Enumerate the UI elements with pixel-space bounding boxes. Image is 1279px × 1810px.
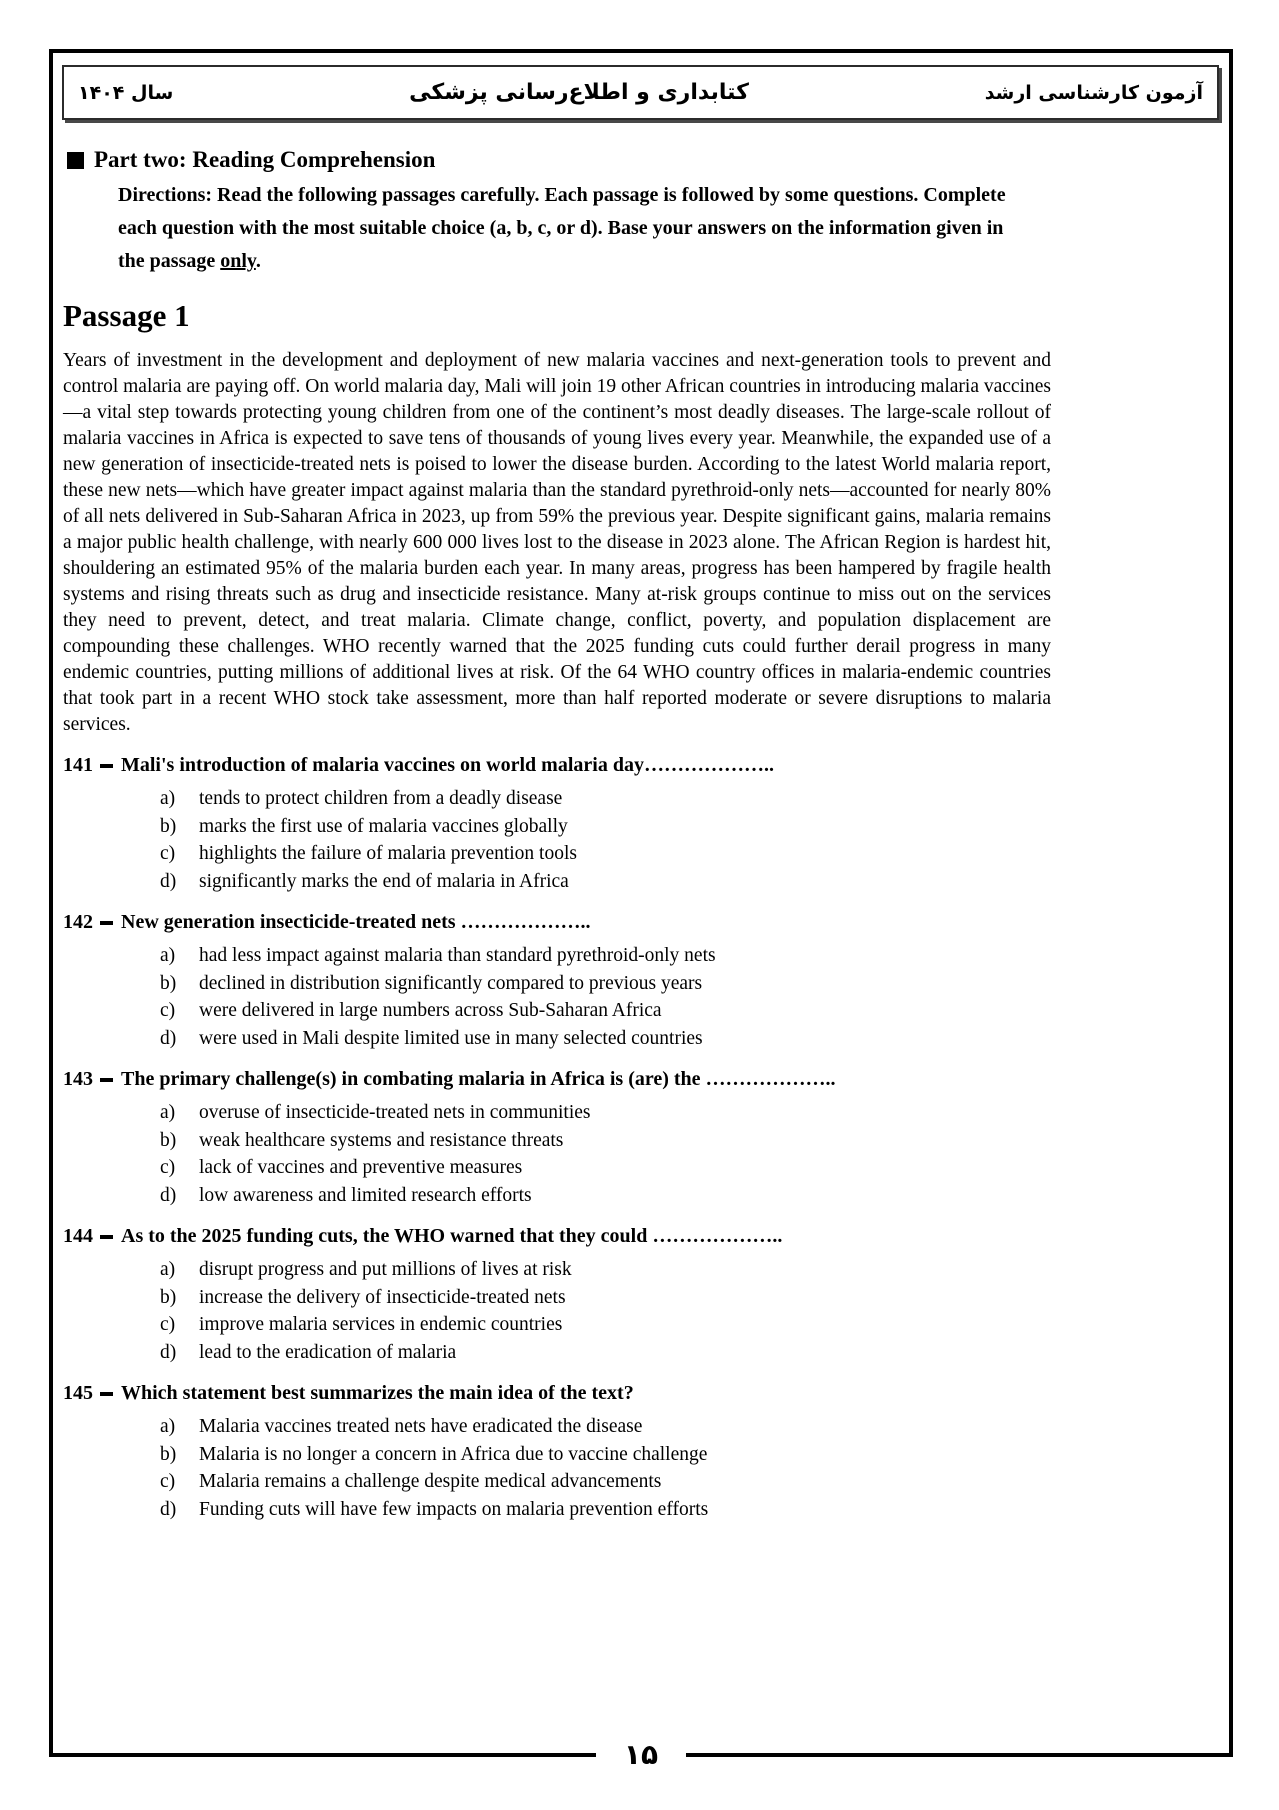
question-number: 144	[63, 1225, 93, 1247]
option-text: lack of vaccines and preventive measures	[199, 1157, 523, 1178]
question-143-option-a	[63, 1099, 1063, 1127]
question-145	[63, 1378, 1063, 1523]
question-144-option-c	[63, 1311, 1063, 1339]
question-141-option-b	[63, 813, 1063, 841]
option-letter: b)	[160, 815, 177, 837]
option-text: Malaria is no longer a concern in Africa due to vaccine challenge	[199, 1443, 708, 1465]
option-text: had less impact against malaria than standard pyrethroid-only nets	[199, 945, 716, 966]
header-subject-title: کتابداری و اطلاع‌رسانی پزشکی	[409, 80, 749, 105]
question-number-separator-icon	[100, 921, 113, 925]
question-142-option-a	[63, 942, 1063, 970]
option-letter: a)	[160, 1259, 176, 1280]
question-number: 141	[63, 754, 93, 776]
question-stem	[63, 1064, 1063, 1094]
question-144-option-d	[63, 1339, 1063, 1367]
option-letter: d)	[160, 1341, 177, 1363]
option-letter: b)	[160, 1443, 177, 1465]
question-141	[63, 750, 1063, 895]
question-143-option-c	[63, 1154, 1063, 1182]
option-text: declined in distribution significantly compared to previous years	[199, 972, 703, 994]
option-text: low awareness and limited research efforts	[199, 1184, 532, 1206]
option-letter: d)	[160, 1027, 177, 1049]
option-text: significantly marks the end of malaria in Africa	[199, 870, 569, 892]
question-number: 145	[63, 1382, 93, 1404]
section-title: Part two: Reading Comprehension	[94, 147, 436, 172]
option-text: overuse of insecticide-treated nets in communities	[199, 1102, 591, 1123]
option-text: were used in Mali despite limited use in many selected countries	[199, 1027, 703, 1049]
option-text: weak healthcare systems and resistance threats	[199, 1129, 564, 1151]
option-letter: d)	[160, 870, 177, 892]
question-142	[63, 907, 1063, 1052]
option-letter: c)	[160, 843, 176, 864]
question-142-option-b	[63, 970, 1063, 998]
passage-title: Passage 1	[63, 298, 190, 333]
page-content	[63, 133, 1219, 1523]
footer-rule-right	[686, 1753, 1233, 1757]
option-letter: b)	[160, 972, 177, 994]
question-stem	[63, 907, 1063, 937]
option-text: tends to protect children from a deadly disease	[199, 788, 563, 809]
page-number: ۱۵	[623, 1738, 659, 1771]
question-number-separator-icon	[100, 764, 113, 768]
question-stem	[63, 1378, 1063, 1408]
option-letter: a)	[160, 945, 176, 966]
question-text: New generation insecticide-treated nets ………………..	[121, 911, 591, 933]
question-145-option-a	[63, 1413, 1063, 1441]
question-144-option-b	[63, 1284, 1063, 1312]
page-border-box	[49, 49, 1233, 1771]
question-143-option-b	[63, 1127, 1063, 1155]
option-text: Funding cuts will have few impacts on malaria prevention efforts	[199, 1498, 709, 1520]
question-stem	[63, 750, 1063, 780]
option-text: increase the delivery of insecticide-treated nets	[199, 1286, 566, 1308]
option-text: were delivered in large numbers across Sub-Saharan Africa	[199, 1000, 662, 1021]
question-text: Which statement best summarizes the main idea of the text?	[121, 1382, 634, 1404]
option-letter: a)	[160, 788, 176, 809]
directions-underlined-word: only	[220, 250, 256, 272]
option-letter: c)	[160, 1471, 176, 1492]
directions-before-underline: Directions: Read the following passages carefully. Each passage is followed by some questions. Complete each question with the most suitable choice (a, b, c, or d). Base your answers on the information given in the passage	[118, 184, 1006, 272]
question-stem	[63, 1221, 1063, 1251]
question-text: The primary challenge(s) in combating malaria in Africa is (are) the ………………..	[121, 1068, 836, 1090]
option-letter: b)	[160, 1286, 177, 1308]
question-143-option-d	[63, 1182, 1063, 1210]
question-number-separator-icon	[100, 1392, 113, 1396]
question-text: Mali's introduction of malaria vaccines on world malaria day………………..	[121, 754, 774, 776]
question-142-option-c	[63, 997, 1063, 1025]
question-text: As to the 2025 funding cuts, the WHO warned that they could ………………..	[121, 1225, 783, 1247]
question-145-option-b	[63, 1441, 1063, 1469]
option-text: lead to the eradication of malaria	[199, 1341, 457, 1363]
questions-list	[63, 750, 1063, 1523]
question-number: 143	[63, 1068, 93, 1090]
option-letter: d)	[160, 1184, 177, 1206]
question-141-option-a	[63, 785, 1063, 813]
question-141-option-c	[63, 840, 1063, 868]
option-text: Malaria vaccines treated nets have eradicated the disease	[199, 1416, 643, 1437]
question-141-option-d	[63, 868, 1063, 896]
question-number: 142	[63, 911, 93, 933]
section-heading	[67, 147, 1219, 173]
directions-after-underline: .	[255, 250, 261, 272]
option-text: highlights the failure of malaria prevention tools	[199, 843, 577, 864]
header-year-label: سال ۱۴۰۴	[78, 81, 174, 104]
passage-body: Years of investment in the development and deployment of new malaria vaccines and next-generation tools to prevent and control malaria are paying off. On world malaria day, Mali will join 19 other African countries in introducing malaria vaccines—a vital step towards protecting young children from one of the continent’s most deadly diseases. The large-scale rollout of malaria vaccines in Africa is expected to save tens of thousands of young lives every year. Meanwhile, the expanded use of a new generation of insecticide-treated nets is poised to lower the disease burden. According to the latest World malaria report, these new nets—which have greater impact against malaria than the standard pyrethroid-only nets—accounted for nearly 80% of all nets delivered in Sub-Saharan Africa in 2023, up from 59% the previous year. Despite significant gains, malaria remains a major public health challenge, with nearly 600 000 lives lost to the disease in 2023 alone. The African Region is hardest hit, shouldering an estimated 95% of the malaria burden each year. In many areas, progress has been hampered by fragile health systems and rising threats such as drug and insecticide resistance. Many at-risk groups continue to miss out on the services they need to prevent, detect, and treat malaria. Climate change, conflict, poverty, and population displacement are compounding these challenges. WHO recently warned that the 2025 funding cuts could further derail progress in many endemic countries, putting millions of additional lives at risk. Of the 64 WHO country offices in malaria-endemic countries that took part in a recent WHO stock take assessment, more than half reported moderate or severe disruptions to malaria services.	[63, 350, 1051, 735]
exam-header-bar	[62, 65, 1219, 120]
question-144-option-a	[63, 1256, 1063, 1284]
option-letter: c)	[160, 1157, 176, 1178]
option-text: disrupt progress and put millions of lives at risk	[199, 1259, 572, 1280]
option-letter: a)	[160, 1102, 176, 1123]
page-footer	[49, 1737, 1233, 1773]
black-square-bullet-icon	[67, 152, 84, 169]
option-text: Malaria remains a challenge despite medical advancements	[199, 1471, 662, 1492]
option-letter: c)	[160, 1314, 176, 1335]
option-letter: c)	[160, 1000, 176, 1021]
option-text: improve malaria services in endemic countries	[199, 1314, 563, 1335]
option-letter: a)	[160, 1416, 176, 1437]
question-143	[63, 1064, 1063, 1209]
question-number-separator-icon	[100, 1078, 113, 1082]
option-letter: b)	[160, 1129, 177, 1151]
question-142-option-d	[63, 1025, 1063, 1053]
question-144	[63, 1221, 1063, 1366]
directions-text	[118, 179, 1026, 278]
header-exam-label: آزمون کارشناسی ارشد	[984, 81, 1203, 104]
question-145-option-c	[63, 1468, 1063, 1496]
question-145-option-d	[63, 1496, 1063, 1524]
option-text: marks the first use of malaria vaccines globally	[199, 815, 568, 837]
footer-rule-left	[49, 1753, 596, 1757]
question-number-separator-icon	[100, 1235, 113, 1239]
option-letter: d)	[160, 1498, 177, 1520]
